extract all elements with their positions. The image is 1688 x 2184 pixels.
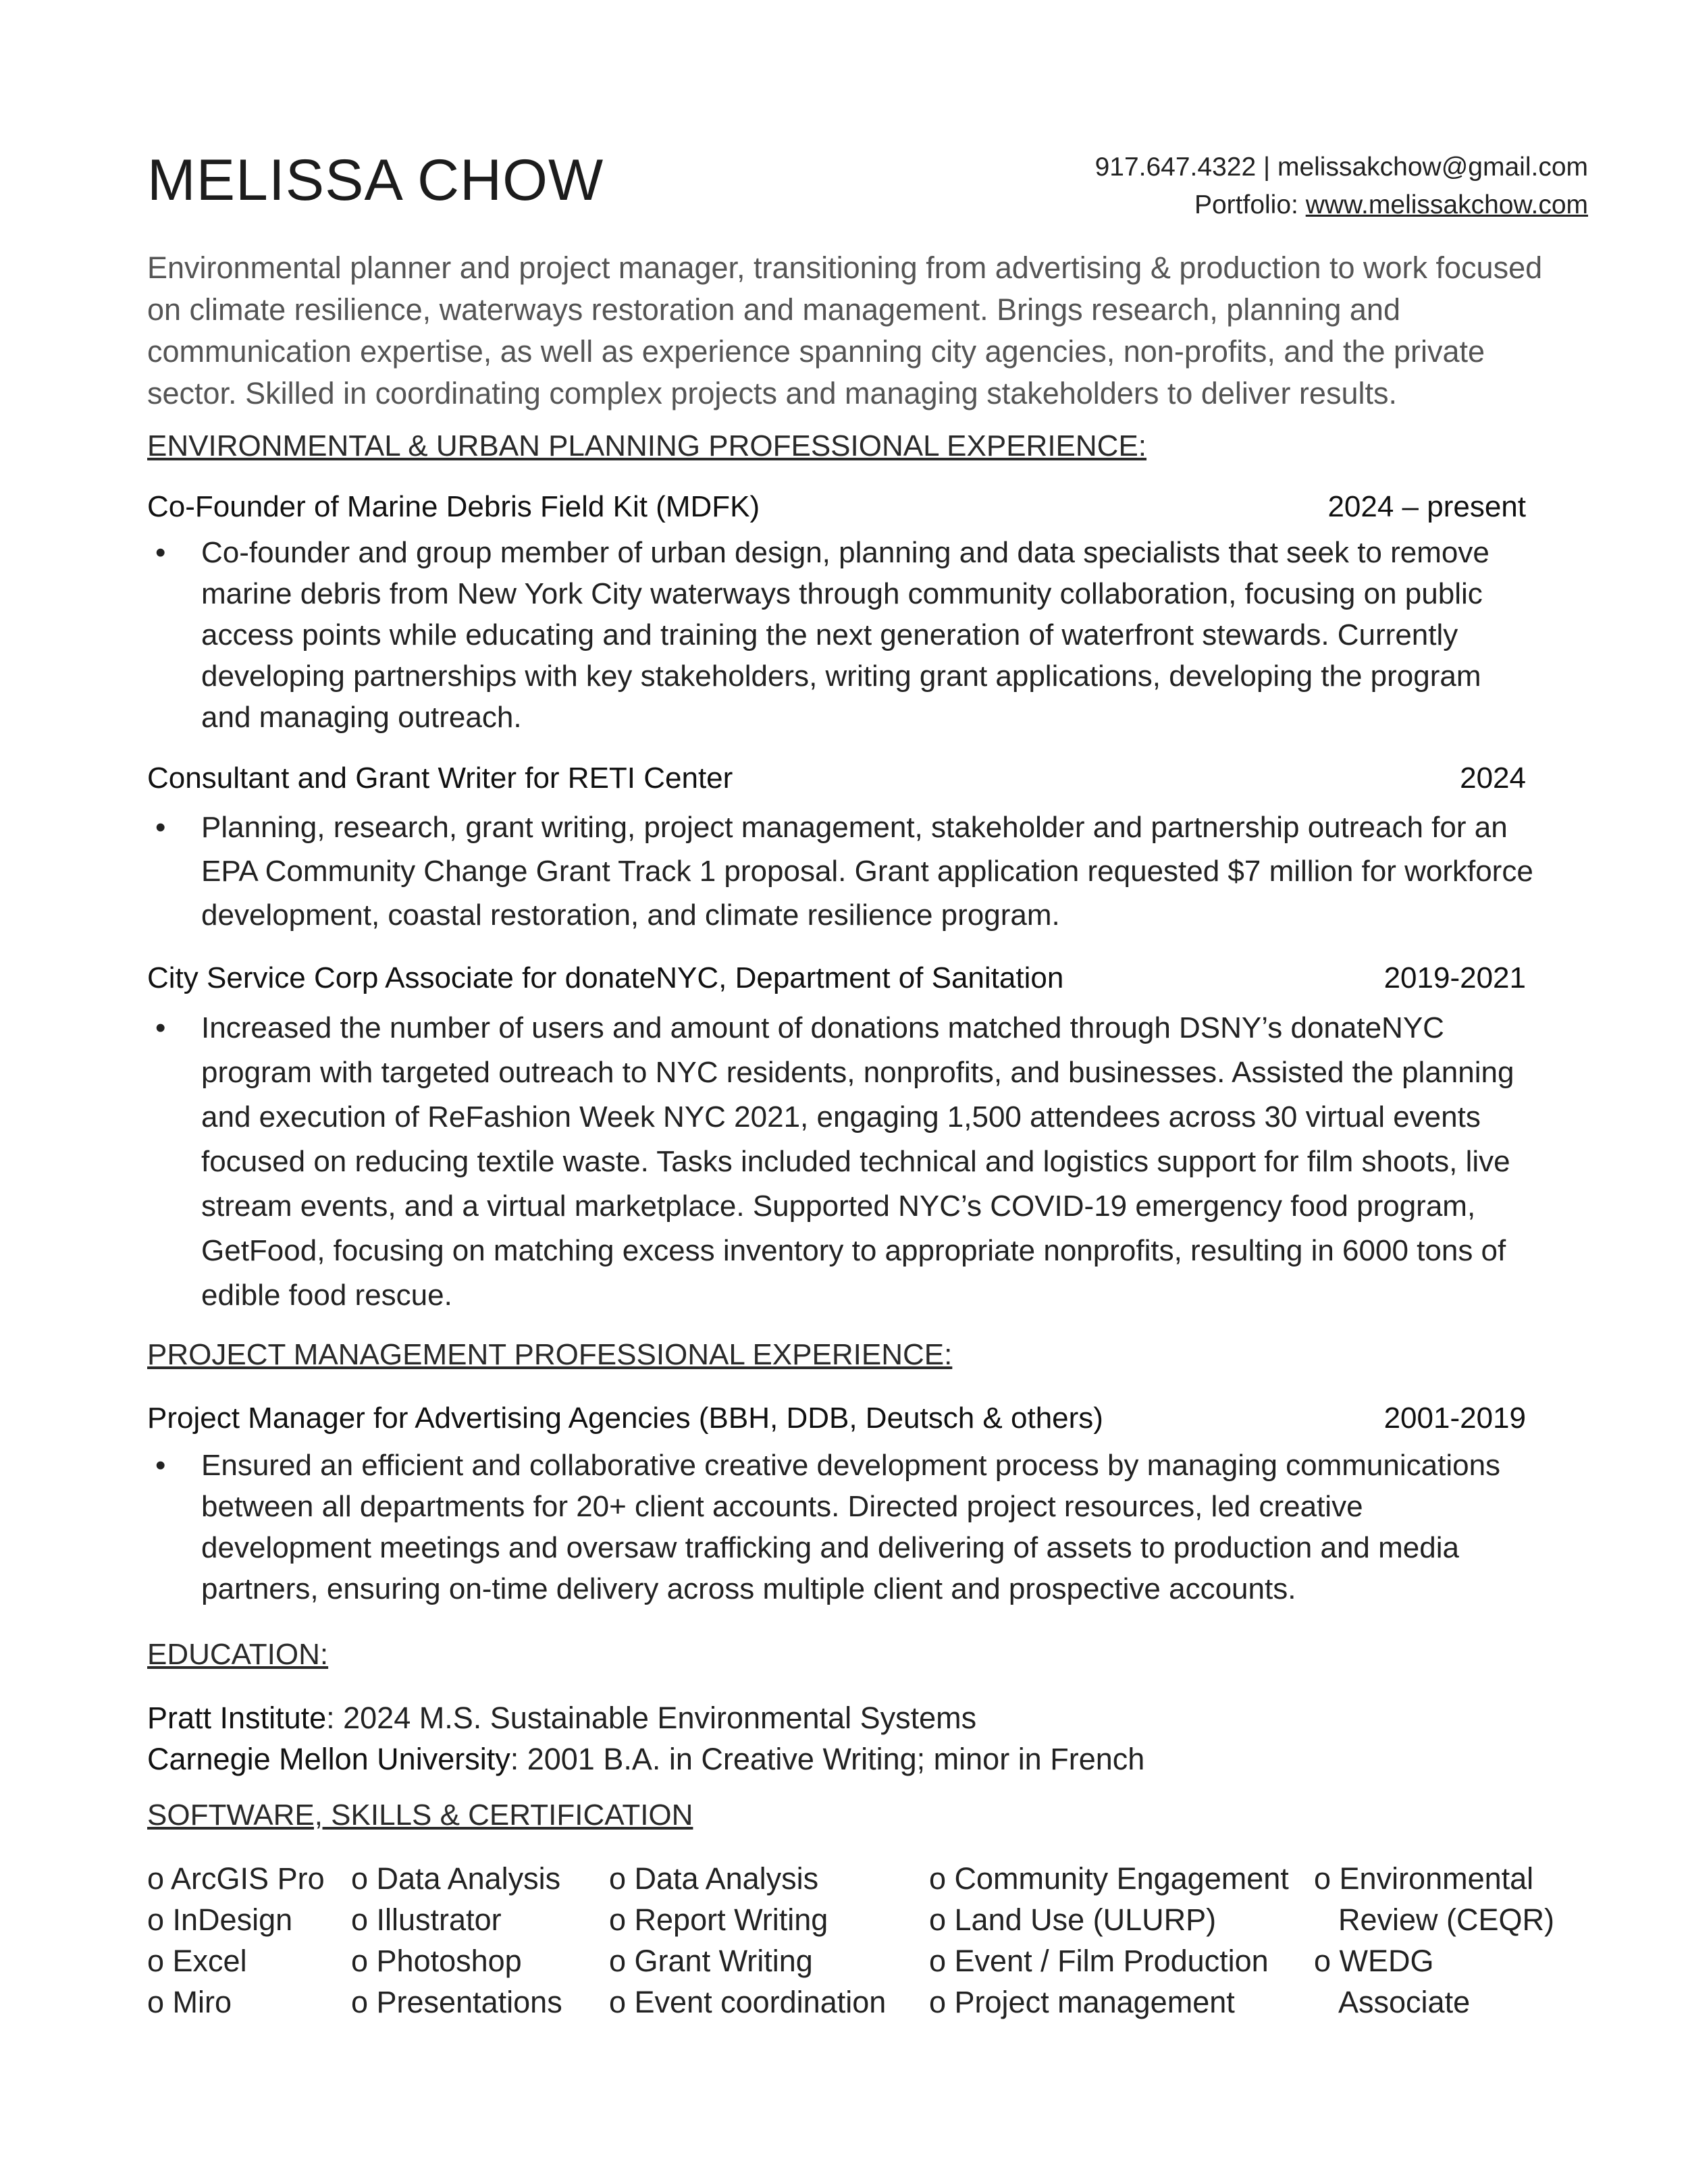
skill-item: o Community Engagement	[929, 1861, 1289, 1896]
skill-item: o Land Use (ULURP)	[929, 1902, 1217, 1937]
skill-item: o Event coordination	[609, 1985, 887, 2019]
job-date: 2001-2019	[1383, 1402, 1526, 1435]
job-title: City Service Corp Associate for donateNYC, Department of Sanitation	[147, 961, 1064, 994]
degree-detail: : 2024 M.S. Sustainable Environmental Systems	[326, 1701, 977, 1735]
skill-item-continuation: Associate	[1338, 1985, 1471, 2019]
job-title: Project Manager for Advertising Agencies (BBH, DDB, Deutsch & others)	[147, 1402, 1103, 1435]
job-bullet-dsny	[147, 1006, 1538, 1323]
education-entry	[147, 1738, 1144, 1780]
candidate-name: MELISSA CHOW	[147, 148, 604, 213]
bullet-symbol: •	[155, 1449, 166, 1482]
section-heading-env-experience: ENVIRONMENTAL & URBAN PLANNING PROFESSIONAL EXPERIENCE:	[147, 429, 1147, 462]
job-bullet-text: Planning, research, grant writing, project management, stakeholder and partnership outreach for an EPA Community Change Grant Track 1 proposal. Grant application requested $7 million for workforce development, coastal restoration, and climate resilience program.	[201, 811, 1533, 932]
skill-item: o Data Analysis	[609, 1861, 819, 1896]
bullet-symbol: •	[155, 1011, 166, 1044]
contact-block	[913, 149, 1588, 224]
skill-item: o Project management	[929, 1985, 1235, 2019]
school-name: Carnegie Mellon University	[147, 1742, 510, 1776]
degree-detail: : 2001 B.A. in Creative Writing; minor in French	[510, 1742, 1145, 1776]
portfolio-label: Portfolio:	[1194, 190, 1306, 219]
skills-column-2	[351, 1858, 562, 2023]
job-bullet-text: Increased the number of users and amount of donations matched through DSNY’s donateNYC program with targeted outreach to NYC residents, nonprofits, and businesses. Assisted the planning and execution of ReFashion Week NYC 2021, engaging 1,500 attendees across 30 virtual events focused on reducing textile waste. Tasks included technical and logistics support for film shoots, live stream events, and a virtual marketplace. Supported NYC’s COVID-19 emergency food program, GetFood, focusing on matching excess inventory to appropriate nonprofits, resulting in 6000 tons of edible food rescue.	[201, 1011, 1514, 1312]
education-entry	[147, 1697, 1144, 1738]
portfolio-link[interactable]: www.melissakchow.com	[1305, 190, 1588, 219]
job-header-advertising	[147, 1402, 1526, 1442]
skill-item: o Event / Film Production	[929, 1944, 1269, 1978]
job-bullet-mdfk	[147, 532, 1538, 748]
skill-item: o ArcGIS Pro	[147, 1861, 325, 1896]
job-bullet-text: Ensured an efficient and collaborative creative development process by managing communications between all departments for 20+ client accounts. Directed project resources, led creative development meetings and oversaw trafficking and delivering of assets to production and media partners, ensuring on-time delivery across multiple client and prospective accounts.	[201, 1449, 1501, 1605]
skill-item: o Report Writing	[609, 1902, 828, 1937]
summary-paragraph: Environmental planner and project manager, transitioning from advertising & production to work focused on climate resilience, waterways restoration and management. Brings research, planning and communication expertise, as well as experience spanning city agencies, non-profits, and the private sector. Skilled in coordinating complex projects and managing stakeholders to deliver results.	[147, 250, 1543, 410]
skill-item: o Grant Writing	[609, 1944, 813, 1978]
school-name: Pratt Institute	[147, 1701, 327, 1735]
education-entries	[147, 1697, 1144, 1780]
skill-item: o Excel	[147, 1944, 247, 1978]
skills-column-5	[1314, 1858, 1554, 2023]
job-title: Consultant and Grant Writer for RETI Center	[147, 762, 733, 795]
skill-item: o Presentations	[351, 1985, 562, 2019]
skill-item: o Photoshop	[351, 1944, 522, 1978]
job-title: Co-Founder of Marine Debris Field Kit (MDFK)	[147, 490, 760, 523]
job-bullet-reti	[147, 805, 1538, 940]
section-heading-skills: SOFTWARE, SKILLS & CERTIFICATION	[147, 1799, 693, 1832]
bullet-symbol: •	[155, 811, 166, 844]
job-header-mdfk	[147, 490, 1526, 531]
job-date: 2024 – present	[1327, 490, 1526, 523]
skills-column-3	[609, 1858, 886, 2023]
skills-column-1	[147, 1858, 325, 2023]
section-heading-education: EDUCATION:	[147, 1638, 329, 1671]
portfolio-line	[913, 186, 1588, 224]
job-header-dsny	[147, 961, 1526, 1002]
skill-item: o Data Analysis	[351, 1861, 561, 1896]
job-bullet-advertising	[147, 1445, 1538, 1614]
job-bullet-text: Co-founder and group member of urban design, planning and data specialists that seek to remove marine debris from New York City waterways through community collaboration, focusing on public access points while educating and training the next generation of waterfront stewards. Currently developing partnerships with key stakeholders, writing grant applications, developing the program and managing outreach.	[201, 536, 1489, 734]
skills-column-4	[929, 1858, 1289, 2023]
contact-phone-email: 917.647.4322 | melissakchow@gmail.com	[1094, 153, 1588, 182]
job-header-reti	[147, 762, 1526, 802]
skill-item: o InDesign	[147, 1902, 293, 1937]
job-date: 2024	[1460, 762, 1526, 795]
bullet-symbol: •	[155, 536, 166, 569]
job-date: 2019-2021	[1383, 961, 1526, 994]
section-heading-pm-experience: PROJECT MANAGEMENT PROFESSIONAL EXPERIENCE:	[147, 1338, 953, 1371]
skill-item: o Illustrator	[351, 1902, 502, 1937]
skill-item: o Miro	[147, 1985, 232, 2019]
skill-item: o WEDG	[1314, 1944, 1434, 1978]
skill-item: o Environmental	[1314, 1861, 1534, 1896]
skill-item-continuation: Review (CEQR)	[1338, 1902, 1555, 1937]
